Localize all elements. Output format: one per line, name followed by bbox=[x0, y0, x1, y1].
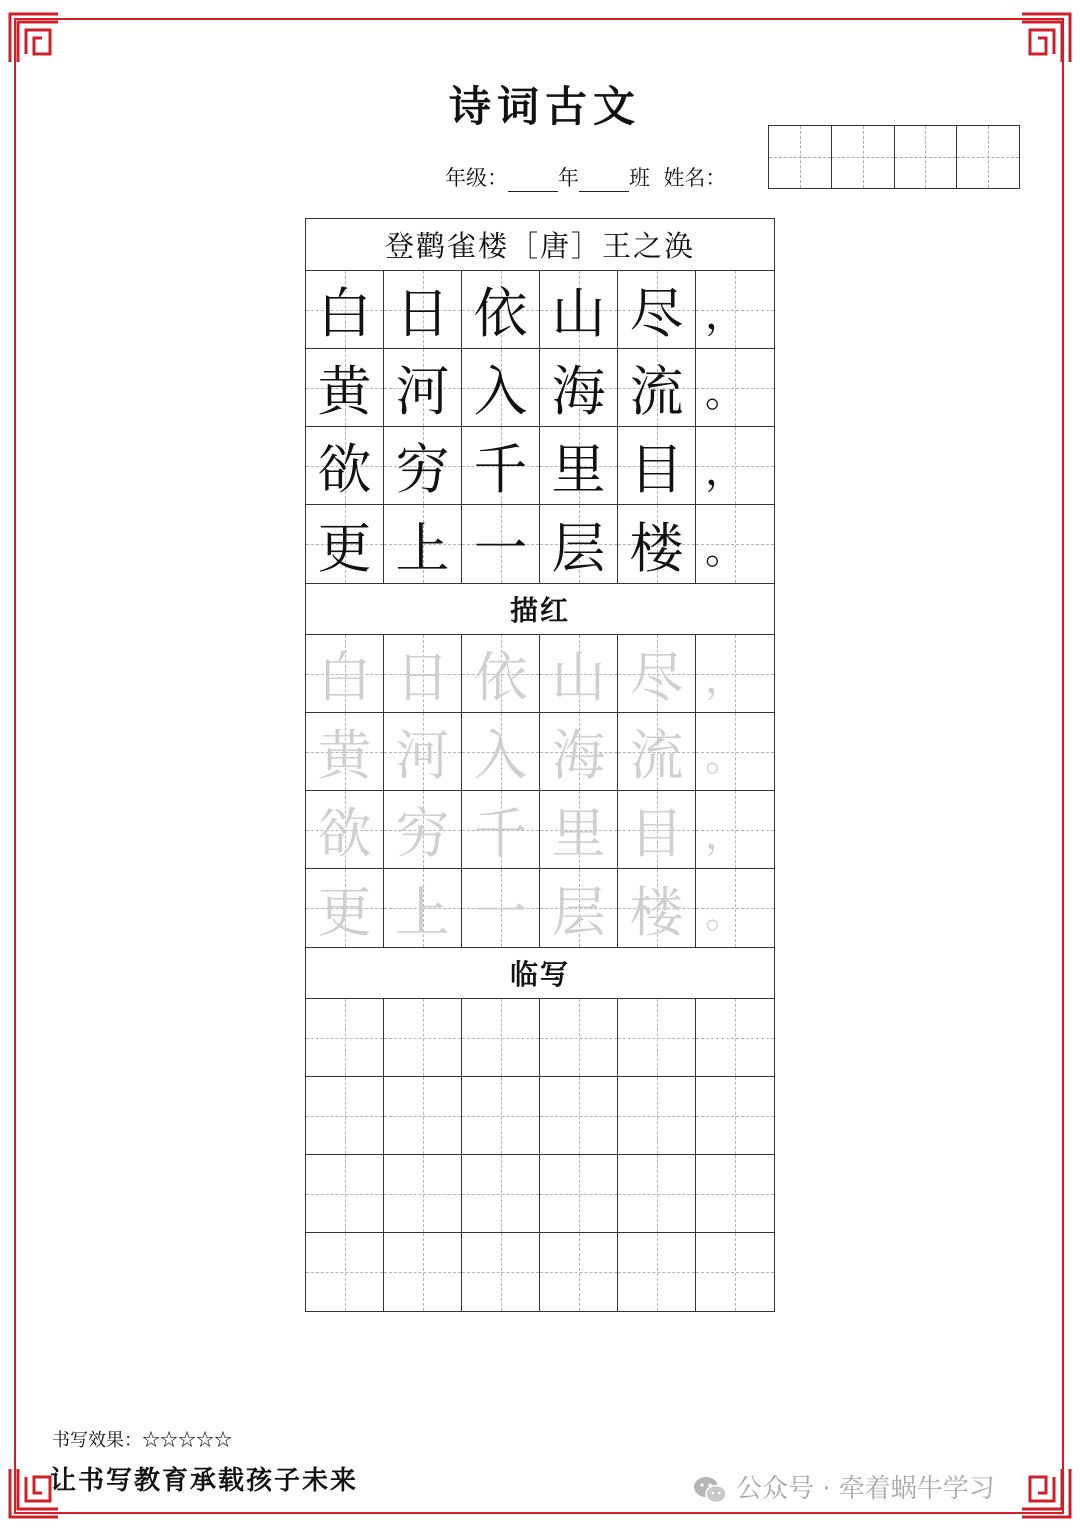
year-label: 年 bbox=[558, 166, 579, 190]
character: 欲 bbox=[317, 438, 372, 501]
practice-grid bbox=[305, 218, 775, 1312]
character-cell bbox=[696, 427, 774, 504]
character-cell bbox=[696, 869, 774, 947]
watermark-text: 公众号 · 牵着蜗牛学习 bbox=[736, 1474, 995, 1504]
character: 入 bbox=[473, 360, 528, 423]
character: 依 bbox=[473, 646, 528, 709]
name-boxes[interactable] bbox=[768, 125, 1020, 189]
character: 楼 bbox=[629, 516, 684, 580]
character-cell bbox=[540, 271, 618, 348]
grid-row bbox=[306, 505, 774, 583]
character: 上 bbox=[395, 516, 450, 580]
corner-ornament-top-left bbox=[8, 12, 60, 64]
character-cell bbox=[696, 713, 774, 790]
character: 尽 bbox=[629, 646, 684, 709]
character-cell bbox=[462, 427, 540, 504]
character: 穷 bbox=[395, 802, 450, 865]
blank-cell[interactable] bbox=[384, 1077, 462, 1154]
corner-ornament-bottom-right bbox=[1020, 1467, 1072, 1519]
character: 。 bbox=[705, 734, 745, 780]
character: 千 bbox=[473, 438, 528, 501]
character-cell bbox=[618, 635, 696, 712]
blank-cell[interactable] bbox=[306, 999, 384, 1076]
grid-row bbox=[306, 271, 774, 349]
character-cell bbox=[618, 713, 696, 790]
blank-cell[interactable] bbox=[306, 1233, 384, 1311]
character: 河 bbox=[395, 360, 450, 423]
class-blank[interactable] bbox=[579, 169, 629, 192]
character: 里 bbox=[551, 802, 606, 865]
character-cell bbox=[618, 349, 696, 426]
grid-row bbox=[306, 791, 774, 869]
character: 楼 bbox=[629, 880, 684, 944]
trace-heading: 描红 bbox=[306, 583, 774, 635]
blank-cell[interactable] bbox=[462, 999, 540, 1076]
character: 目 bbox=[629, 438, 684, 501]
blank-cell[interactable] bbox=[540, 1233, 618, 1311]
trace-section bbox=[306, 635, 774, 947]
character: 日 bbox=[395, 646, 450, 709]
grid-row bbox=[306, 427, 774, 505]
copy-heading: 临写 bbox=[306, 947, 774, 999]
character: 日 bbox=[395, 282, 450, 345]
model-section bbox=[306, 271, 774, 583]
name-box[interactable] bbox=[769, 126, 832, 188]
character: 目 bbox=[629, 802, 684, 865]
character-cell bbox=[306, 869, 384, 947]
character-cell bbox=[384, 869, 462, 947]
character: ， bbox=[705, 656, 745, 702]
character-cell bbox=[696, 791, 774, 868]
character-cell bbox=[540, 349, 618, 426]
character: 海 bbox=[551, 360, 606, 423]
character: 层 bbox=[551, 880, 606, 944]
character: 更 bbox=[317, 516, 372, 580]
grid-row bbox=[306, 1077, 774, 1155]
character: 黄 bbox=[317, 360, 372, 423]
character-cell bbox=[384, 505, 462, 583]
character: 白 bbox=[317, 282, 372, 345]
blank-cell[interactable] bbox=[540, 1155, 618, 1232]
character-cell bbox=[462, 791, 540, 868]
character: 更 bbox=[317, 880, 372, 944]
slogan-text: 让书写教育承载孩子未来 bbox=[50, 1466, 359, 1496]
blank-cell[interactable] bbox=[540, 999, 618, 1076]
name-label: 姓名： bbox=[663, 166, 727, 190]
character: ， bbox=[705, 292, 745, 338]
blank-cell[interactable] bbox=[618, 1233, 696, 1311]
character-cell bbox=[540, 635, 618, 712]
blank-cell[interactable] bbox=[462, 1155, 540, 1232]
character-cell bbox=[696, 505, 774, 583]
character-cell bbox=[384, 427, 462, 504]
character: 。 bbox=[705, 527, 745, 573]
character-cell bbox=[540, 713, 618, 790]
page-title: 诗词古文 bbox=[448, 82, 641, 131]
blank-cell[interactable] bbox=[696, 999, 774, 1076]
character: 黄 bbox=[317, 724, 372, 787]
character: 依 bbox=[473, 282, 528, 345]
character-cell bbox=[306, 791, 384, 868]
character: 山 bbox=[551, 646, 606, 709]
blank-cell[interactable] bbox=[618, 999, 696, 1076]
character-cell bbox=[540, 869, 618, 947]
wechat-icon bbox=[692, 1475, 728, 1505]
grid-row bbox=[306, 869, 774, 947]
blank-cell[interactable] bbox=[696, 1155, 774, 1232]
character-cell bbox=[384, 791, 462, 868]
blank-cell[interactable] bbox=[384, 999, 462, 1076]
blank-cell[interactable] bbox=[462, 1077, 540, 1154]
name-box[interactable] bbox=[895, 126, 958, 188]
character-cell bbox=[306, 505, 384, 583]
character-cell bbox=[462, 505, 540, 583]
character-cell bbox=[306, 635, 384, 712]
grid-row bbox=[306, 635, 774, 713]
copy-section bbox=[306, 999, 774, 1311]
blank-cell[interactable] bbox=[696, 1233, 774, 1311]
character: 尽 bbox=[629, 282, 684, 345]
character-cell bbox=[462, 271, 540, 348]
grade-label: 年级： bbox=[445, 166, 508, 190]
name-box[interactable] bbox=[957, 126, 1019, 188]
corner-ornament-top-right bbox=[1020, 12, 1072, 64]
character-cell bbox=[540, 427, 618, 504]
character-cell bbox=[462, 713, 540, 790]
blank-cell[interactable] bbox=[306, 1077, 384, 1154]
character-cell bbox=[618, 791, 696, 868]
rating-text: 书写效果：☆☆☆☆☆ bbox=[52, 1430, 232, 1451]
grid-row bbox=[306, 999, 774, 1077]
watermark bbox=[692, 1468, 995, 1505]
character-cell bbox=[696, 635, 774, 712]
character: 流 bbox=[629, 724, 684, 787]
blank-cell[interactable] bbox=[384, 1233, 462, 1311]
character-cell bbox=[462, 349, 540, 426]
grid-row bbox=[306, 713, 774, 791]
class-label: 班 bbox=[629, 166, 650, 190]
grade-blank[interactable] bbox=[508, 169, 558, 192]
blank-cell[interactable] bbox=[618, 1155, 696, 1232]
character: ， bbox=[705, 448, 745, 494]
character-cell bbox=[306, 349, 384, 426]
character: 海 bbox=[551, 724, 606, 787]
character-cell bbox=[618, 427, 696, 504]
character: 一 bbox=[473, 880, 528, 944]
character-cell bbox=[384, 713, 462, 790]
character: 一 bbox=[473, 516, 528, 580]
character: 山 bbox=[551, 282, 606, 345]
character: 白 bbox=[317, 646, 372, 709]
character-cell bbox=[306, 271, 384, 348]
blank-cell[interactable] bbox=[384, 1155, 462, 1232]
character: 。 bbox=[705, 370, 745, 416]
character: 。 bbox=[705, 891, 745, 937]
character-cell bbox=[696, 271, 774, 348]
grid-row bbox=[306, 1233, 774, 1311]
character-cell bbox=[462, 869, 540, 947]
character-cell bbox=[384, 349, 462, 426]
character: 穷 bbox=[395, 438, 450, 501]
character-cell bbox=[462, 635, 540, 712]
character-cell bbox=[618, 505, 696, 583]
character-cell bbox=[696, 349, 774, 426]
character-cell bbox=[540, 505, 618, 583]
grid-row bbox=[306, 349, 774, 427]
blank-cell[interactable] bbox=[696, 1077, 774, 1154]
grid-row bbox=[306, 1155, 774, 1233]
character-cell bbox=[384, 271, 462, 348]
name-box[interactable] bbox=[832, 126, 895, 188]
character: 欲 bbox=[317, 802, 372, 865]
character-cell bbox=[540, 791, 618, 868]
blank-cell[interactable] bbox=[618, 1077, 696, 1154]
character: 上 bbox=[395, 880, 450, 944]
character-cell bbox=[618, 869, 696, 947]
blank-cell[interactable] bbox=[306, 1155, 384, 1232]
character: 里 bbox=[551, 438, 606, 501]
poem-heading: 登鹳雀楼［唐］王之涣 bbox=[306, 219, 774, 271]
character-cell bbox=[384, 635, 462, 712]
character-cell bbox=[306, 427, 384, 504]
character: ， bbox=[705, 812, 745, 858]
character: 千 bbox=[473, 802, 528, 865]
character: 层 bbox=[551, 516, 606, 580]
student-info bbox=[445, 162, 726, 192]
character: 入 bbox=[473, 724, 528, 787]
blank-cell[interactable] bbox=[462, 1233, 540, 1311]
character-cell bbox=[306, 713, 384, 790]
character: 河 bbox=[395, 724, 450, 787]
character-cell bbox=[618, 271, 696, 348]
blank-cell[interactable] bbox=[540, 1077, 618, 1154]
character: 流 bbox=[629, 360, 684, 423]
